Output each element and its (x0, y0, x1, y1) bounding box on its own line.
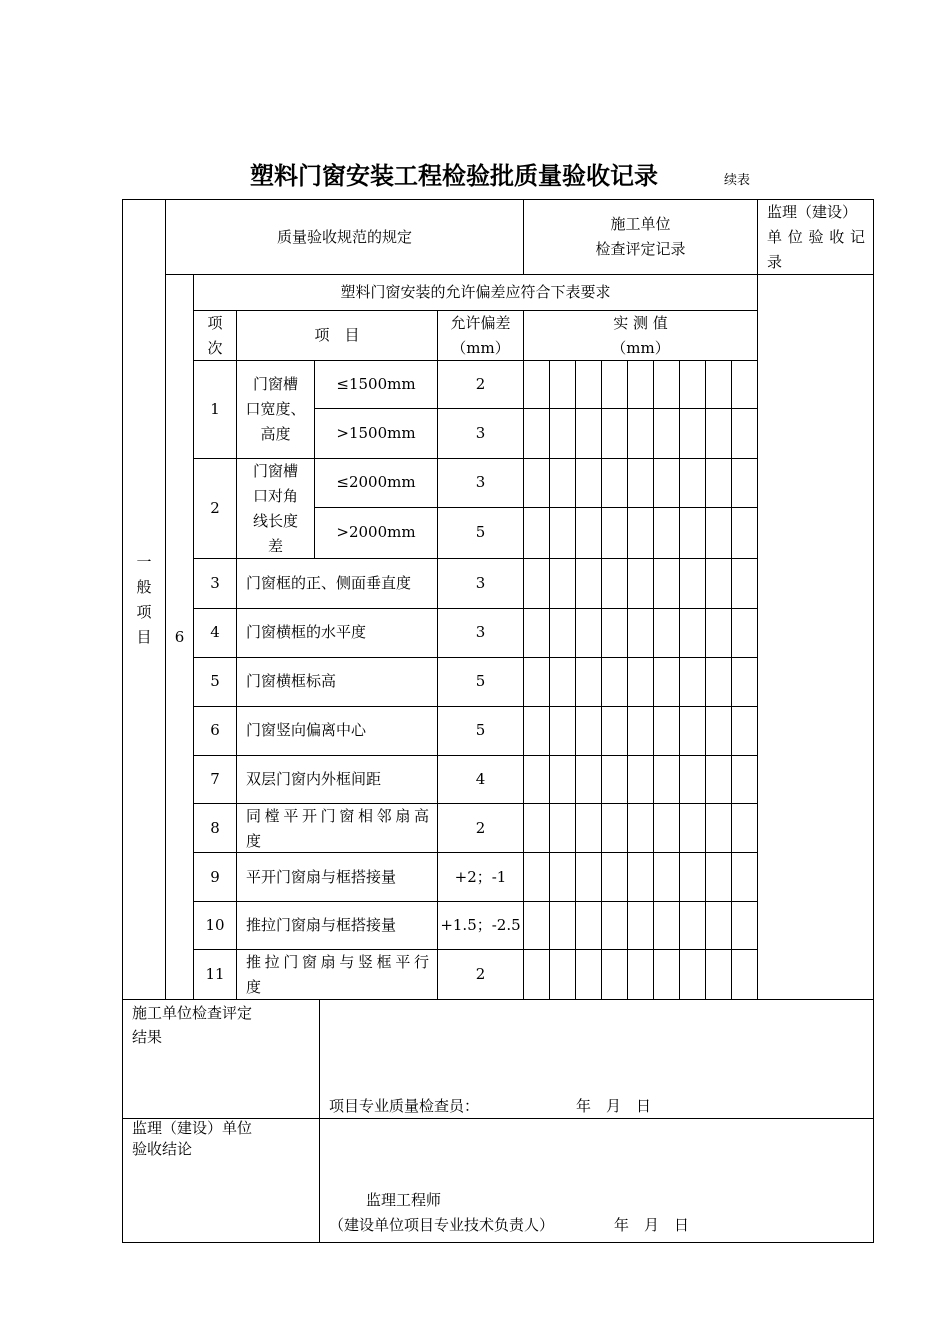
row-4-name: 门窗横框的水平度 (246, 623, 367, 641)
row-2-name-line2: 口对角 (252, 487, 298, 505)
supervisor-conclusion-label-line1: 监理（建设）单位 (132, 1119, 253, 1137)
row-6-tolerance: 5 (475, 721, 486, 739)
continued-label: 续表 (724, 173, 751, 188)
category-char-3: 项 (136, 603, 152, 621)
row-3-no: 3 (210, 574, 220, 592)
row-4-no: 4 (210, 623, 220, 641)
supervisor-header-line2: 单位验收记 (767, 228, 865, 246)
row-2-name-line4: 差 (267, 537, 283, 555)
contractor-result-label-line1: 施工单位检查评定 (132, 1004, 253, 1022)
item-number: 6 (174, 628, 185, 646)
row-1b-condition: >1500mm (336, 424, 416, 442)
row-2b-tolerance: 5 (475, 523, 486, 541)
col-no-line2: 次 (207, 339, 223, 357)
row-1-no: 1 (210, 400, 220, 418)
row-4-tolerance: 3 (475, 623, 486, 641)
row-8-name-line1: 同樘平开门窗相邻扇高 (246, 807, 429, 825)
row-5-tolerance: 5 (475, 672, 486, 690)
row-7-name: 双层门窗内外框间距 (246, 770, 382, 788)
contractor-header-line2: 检查评定记录 (595, 240, 686, 258)
row-1-name-line2: 口宽度、 (245, 400, 306, 418)
category-char-4: 目 (136, 628, 152, 646)
row-11-no: 11 (205, 965, 225, 983)
requirement-text: 塑料门窗安装的允许偏差应符合下表要求 (340, 283, 611, 301)
row-2-name-line3: 线长度 (252, 512, 298, 530)
owner-representative-label: （建设单位项目专业技术负责人） (329, 1216, 555, 1234)
contractor-date: 年 月 日 (576, 1097, 652, 1115)
row-2-no: 2 (210, 499, 220, 517)
row-5-name: 门窗横框标高 (246, 672, 337, 690)
row-8-name-line2: 度 (246, 832, 262, 850)
col-tolerance-line1: 允许偏差 (450, 314, 511, 332)
inspector-signature-label: 项目专业质量检查员： (329, 1097, 480, 1115)
row-8-tolerance: 2 (475, 819, 486, 837)
row-11-tolerance: 2 (475, 965, 486, 983)
row-2a-condition: ≤2000mm (336, 473, 416, 491)
row-1a-condition: ≤1500mm (336, 375, 416, 393)
row-7-tolerance: 4 (475, 770, 486, 788)
row-1-name-line3: 高度 (260, 425, 291, 443)
engineer-signature-label: 监理工程师 (366, 1191, 442, 1209)
page-title: 塑料门窗安装工程检验批质量验收记录 (250, 162, 658, 190)
row-10-tolerance: +1.5；-2.5 (440, 916, 521, 934)
col-no-line1: 项 (207, 314, 223, 332)
row-9-name: 平开门窗扇与框搭接量 (246, 868, 397, 886)
category-char-1: 一 (136, 553, 152, 571)
row-2-name-line1: 门窗槽 (252, 462, 298, 480)
row-9-no: 9 (210, 868, 220, 886)
row-5-no: 5 (210, 672, 220, 690)
row-10-no: 10 (205, 916, 225, 934)
row-10-name: 推拉门窗扇与框搭接量 (246, 916, 397, 934)
row-1b-tolerance: 3 (475, 424, 486, 442)
supervisor-date: 年 月 日 (614, 1216, 690, 1234)
contractor-header-line1: 施工单位 (610, 215, 671, 233)
row-8-no: 8 (210, 819, 220, 837)
contractor-result-label-line2: 结果 (132, 1028, 163, 1046)
col-item: 项 目 (314, 326, 360, 344)
row-11-name-line1: 推拉门窗扇与竖框平行 (246, 953, 429, 971)
row-1-name-line1: 门窗槽 (252, 375, 298, 393)
col-measured-line1: 实 测 值 (613, 314, 668, 332)
row-3-name: 门窗框的正、侧面垂直度 (246, 574, 412, 592)
col-tolerance-line2: （mm） (451, 339, 510, 357)
row-1a-tolerance: 2 (475, 375, 486, 393)
row-3-tolerance: 3 (475, 574, 486, 592)
row-2b-condition: >2000mm (336, 523, 416, 541)
row-6-no: 6 (210, 721, 220, 739)
row-6-name: 门窗竖向偏离中心 (246, 721, 367, 739)
row-2a-tolerance: 3 (475, 473, 486, 491)
col-measured-line2: （mm） (611, 339, 670, 357)
supervisor-header-line3: 录 (767, 253, 783, 271)
supervisor-conclusion-label-line2: 验收结论 (132, 1140, 193, 1158)
supervisor-header-line1: 监理（建设） (767, 203, 858, 221)
row-7-no: 7 (210, 770, 220, 788)
spec-header: 质量验收规范的规定 (276, 228, 412, 246)
row-11-name-line2: 度 (246, 978, 262, 996)
row-9-tolerance: +2；-1 (454, 868, 507, 886)
category-char-2: 般 (136, 578, 152, 596)
